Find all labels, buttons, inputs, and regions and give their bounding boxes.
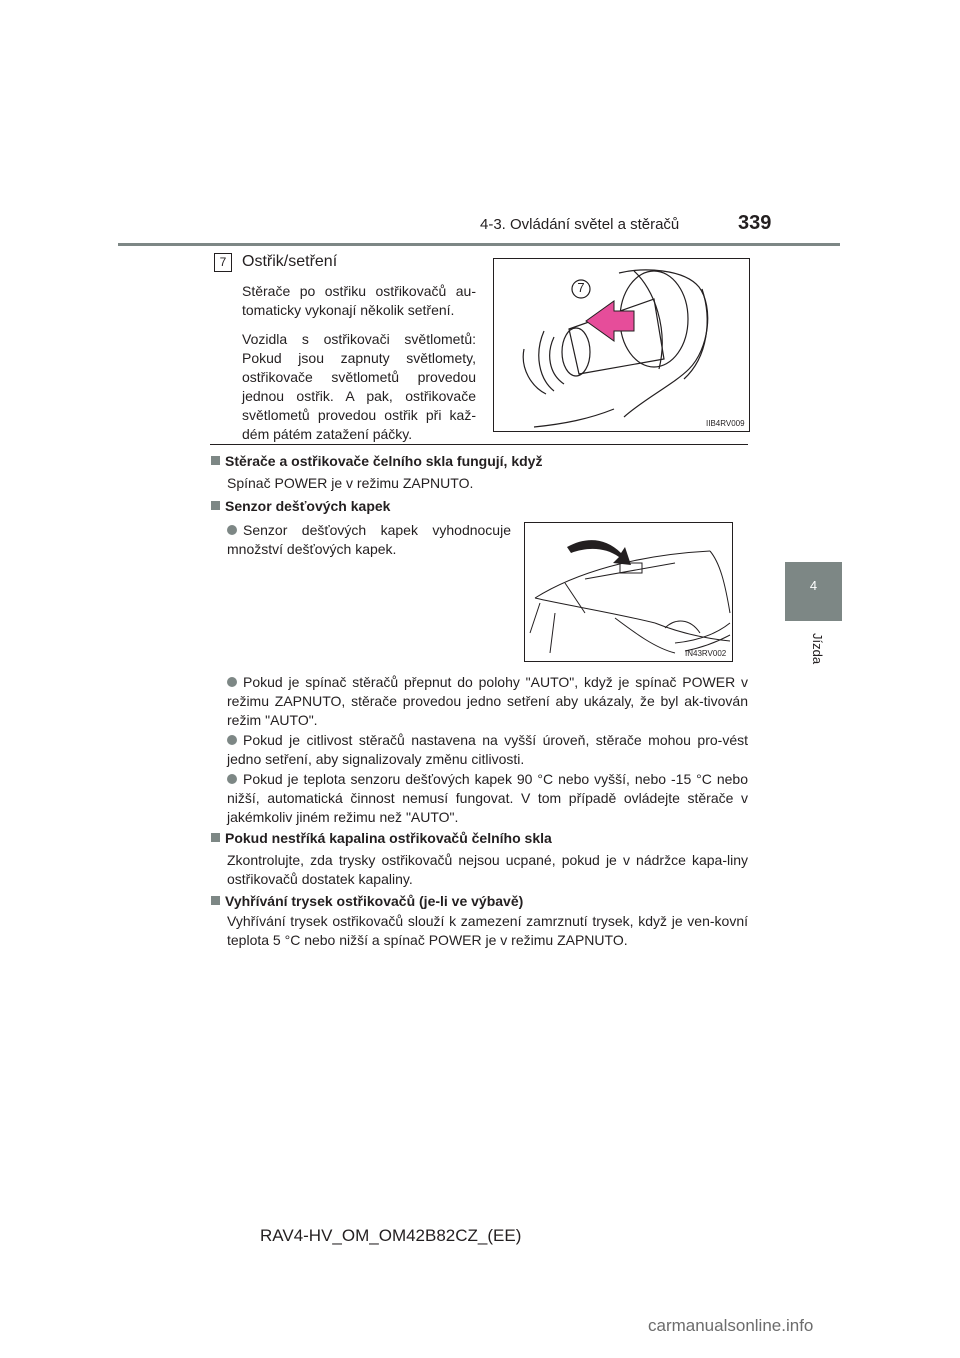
square-bullet-icon bbox=[211, 501, 220, 510]
chapter-name: Jízda bbox=[810, 633, 825, 665]
section-text-1: Spínač POWER je v režimu ZAPNUTO. bbox=[227, 475, 474, 491]
section-heading-1: Stěrače a ostřikovače čelního skla fungují, když bbox=[211, 452, 542, 471]
bullet-item: Pokud je citlivost stěračů nastavena na vyšší úroveň, stěrače mohou pro-vést jedno setření, aby signalizovaly změnu citlivosti. bbox=[227, 732, 748, 767]
section-title: 4-3. Ovládání světel a stěračů bbox=[480, 216, 680, 233]
bullet-item: Pokud je spínač stěračů přepnut do polohy "AUTO", když je spínač POWER v režimu ZAPNUTO, stěrače provedou jedno setření aby ukázaly, že byl ak-tivován režim "AUTO". bbox=[227, 674, 748, 728]
square-bullet-icon bbox=[211, 896, 220, 905]
figure-callout-number: 7 bbox=[577, 280, 585, 295]
wiper-lever-figure bbox=[493, 258, 750, 432]
pointer-arrow-icon bbox=[567, 540, 631, 565]
section-heading-2: Senzor dešťových kapek bbox=[211, 497, 390, 516]
square-bullet-icon bbox=[211, 833, 220, 842]
watermark[interactable]: carmanualsonline.info bbox=[648, 1316, 814, 1335]
bullet-item: Senzor dešťových kapek vyhodnocuje množství dešťových kapek. bbox=[227, 522, 511, 557]
figure-code: IIB4RV009 bbox=[706, 419, 745, 428]
page-number: 339 bbox=[738, 212, 772, 234]
pull-arrow-icon bbox=[586, 301, 634, 341]
section-heading-3: Pokud nestříká kapalina ostřikovačů čelního skla bbox=[211, 829, 552, 848]
step-title: Ostřik/setření bbox=[242, 253, 338, 270]
chapter-number: 4 bbox=[809, 578, 818, 593]
step-paragraph-1: Stěrače po ostřiku ostřikovačů au-tomaticky vykonají několik setření. bbox=[242, 283, 476, 318]
round-bullet-icon bbox=[227, 525, 237, 535]
chapter-name-vertical bbox=[800, 614, 830, 674]
header-divider bbox=[118, 243, 840, 246]
round-bullet-icon bbox=[227, 677, 237, 687]
round-bullet-icon bbox=[227, 735, 237, 745]
wiper-lever-illustration bbox=[494, 259, 749, 431]
step-paragraph-2: Vozidla s ostřikovači světlometů: Pokud jsou zapnuty světlomety, ostřikovače světlometů provedou jednou ostřik. A pak, ostřikovače světlometů provedou ostřik při kaž-dém pátém zatažení páčky. bbox=[242, 331, 476, 442]
rain-sensor-figure bbox=[524, 522, 733, 662]
section-text-4: Vyhřívání trysek ostřikovačů slouží k zamezení zamrznutí trysek, když je ven-kovní teplota 5 °C nebo nižší a spínač POWER je v režimu ZAPNUTO. bbox=[227, 913, 748, 948]
figure-code: IN43RV002 bbox=[685, 649, 727, 658]
bullet-item: Pokud je teplota senzoru dešťových kapek 90 °C nebo vyšší, nebo -15 °C nebo nižší, automatická činnost nemusí fungovat. V tom případě ovládejte stěrače v jakémkoliv jiném režimu než "AUTO". bbox=[227, 771, 748, 825]
round-bullet-icon bbox=[227, 774, 237, 784]
section-text-3: Zkontrolujte, zda trysky ostřikovačů nejsou ucpané, pokud je v nádržce kapa-liny ostřikovačů dostatek kapaliny. bbox=[227, 852, 748, 887]
square-bullet-icon bbox=[211, 456, 220, 465]
document-code: RAV4-HV_OM_OM42B82CZ_(EE) bbox=[260, 1226, 522, 1245]
rain-sensor-illustration bbox=[525, 523, 732, 661]
section-heading-4: Vyhřívání trysek ostřikovačů (je-li ve výbavě) bbox=[211, 892, 523, 911]
step-number-badge: 7 bbox=[214, 253, 232, 272]
section-divider bbox=[210, 444, 748, 445]
